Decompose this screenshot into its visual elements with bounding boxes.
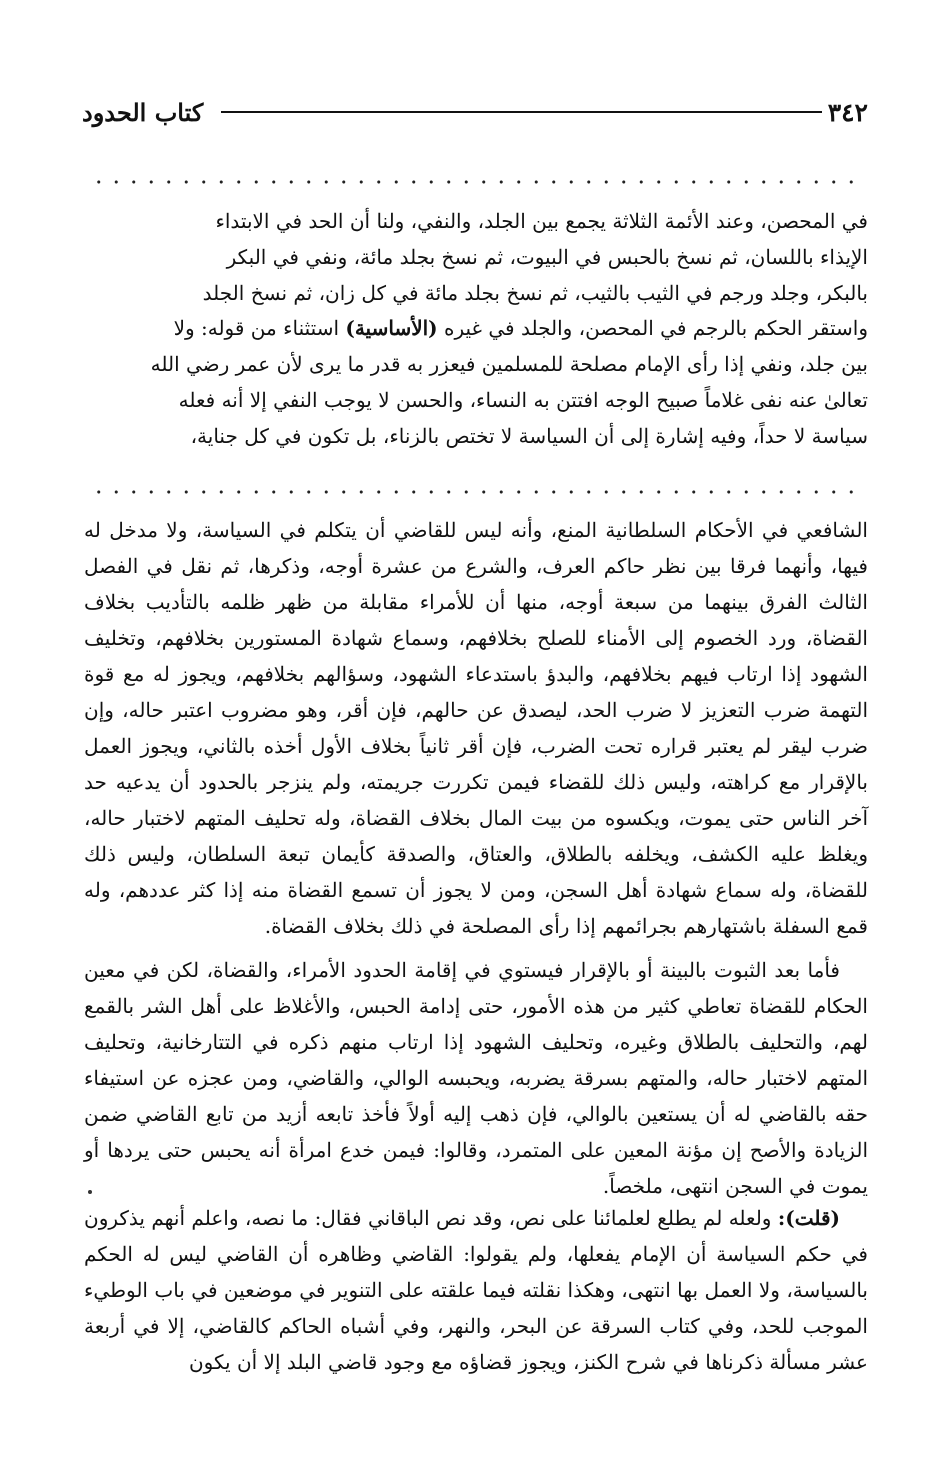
main-paragraph-3 <box>84 1200 868 1380</box>
qultu-marker: (قلت): <box>777 1206 840 1230</box>
footnote-line <box>84 311 868 347</box>
book-title: كتاب الحدود <box>82 97 204 127</box>
footnote-line: سياسة لا حداً، وفيه إشارة إلى أن السياسة لا تختص بالزناء، بل تكون في كل جناية، <box>190 423 868 448</box>
margin-dot <box>88 1190 92 1194</box>
footnote-line: تعالىٰ عنه نفى غلاماً صبيح الوجه افتتن به النساء، والحسن لا يوجب النفي إلا أنه فعله <box>178 387 868 412</box>
header-rule <box>221 111 821 113</box>
main-text-block <box>84 512 868 944</box>
main-text-block-3 <box>84 1200 868 1380</box>
footnote-line: بالبكر، وجلد ورجم في الثيب بالثيب، ثم نسخ بجلد مائة في كل زان، ثم نسخ الجلد <box>202 280 868 305</box>
main-paragraph-2: فأما بعد الثبوت بالبينة أو بالإقرار فيستوي في إقامة الحدود الأمراء، والقضاة، لكن في معين الحكام للقضاة تعاطي كثير من هذه الأمور، حتى إدامة الحبس، والأغلاظ على أهل الشر بالقمع لهم، والتحليف بالطلاق وغيره، وتحليف الشهود إذا ارتاب منهم ذكره في التتارخانية، وتحليف المتهم لاختبار حاله، والمتهم بسرقة يضربه، ويحبسه الوالي، والقاضي، ومن عجزه عن استيفاء حقه بالقاضي له أن يستعين بالوالي، فإن ذهب إليه أولاً فأخذ تابعه أزيد من تابع القاضي ضمن الزيادة والأصح إن مؤنة المعين على المتمرد، وقالوا: فيمن خدع امرأة أنه يحبس حتى يردها أو يموت في السجن انتهى، ملخصاً. <box>84 958 868 1198</box>
main-paragraph-1: الشافعي في الأحكام السلطانية المنع، وأنه ليس للقاضي أن يتكلم في السياسة، ولا مدخل له فيها، وأنهما فرقا بين نظر حاكم العرف، والشرع من عشرة أوجه، وذكرها، ثم نقل في الفصل الثالث الفرق بينهما من سبعة أوجه، منها أن للأمراء مقابلة من ظهر ظلمه بالتأديب بخلاف القضاة، ورد الخصوم إلى الأمناء للصلح بخلافهم، وسماع شهادة المستورين بخلافهم، وتخليف الشهود إذا ارتاب فيهم بخلافهم، والبدؤ باستدعاء الشهود، وسؤالهم بخلافهم، ويجوز له مع قوة التهمة ضرب التعزيز لا ضرب الحد، ليصدق عن حالهم، فإن أقر، وهو مضروب اعتبر حاله، وإن ضرب ليقر لم يعتبر قراره تحت الضرب، فإن أقر ثانياً بخلاف الأول أخذه بالثاني، ويجوز العمل بالإقرار مع كراهته، وليس ذلك للقضاء فيمن تكررت جريمته، ولم ينزجر بالحدود أن يدعيه حد آخر الناس حتى يموت، ويكسوه من بيت المال بخلاف القضاة، وله تحليف المتهم لاختبار حاله، ويغلظ عليه الكشف، ويخلفه بالطلاق، والعتاق، والصدقة كأيمان تبعة السلطان، وليس ذلك للقضاة، وله سماع شهادة أهل السجن، ومن لا يجوز أن تسمع القضاة منه إذا كثر عددهم، وله قمع السفلة باشتهارهم بجرائمهم إذا رأى المصلحة في ذلك بخلاف القضاة. <box>84 518 868 938</box>
footnote-text: واستقر الحكم بالرجم في المحصن، والجلد في غيره <box>437 316 868 341</box>
footnote-line: في المحصن، وعند الأئمة الثلاثة يجمع بين الجلد، والنفي، ولنا أن الحد في الابتداء <box>215 209 868 233</box>
main-paragraph-3-text: ولعله لم يطلع لعلمائنا على نص، وقد نص الباقاني فقال: ما نصه، واعلم أنهم يذكرون في حكم السياسة أن الإمام يفعلها، ولم يقولوا: القاضي وظاهره أن القاضي ليس له الحكم بالسياسة، ولا العمل بها انتهى، وهكذا نقلته فيما علقته على التنوير في موضعين في باب الوطيء الموجب للحد، وفي كتاب السرقة عن البحر، والنهر، وفي أشباه الحاكم كالقاضي، إلا في أربعة عشر مسألة ذكرناها في شرح الكنز، ويجوز قضاؤه مع وجود قاضي البلد إلا أن يكون <box>84 1206 868 1374</box>
main-text-block-2 <box>84 952 868 1204</box>
footnote-separator-top <box>90 178 860 186</box>
footnote-text: استثناء من قوله: ولا <box>173 316 346 341</box>
footnote-continuation <box>84 204 868 455</box>
footnote-line: الإيذاء باللسان، ثم نسخ بالحبس في البيوت، ثم نسخ بجلد مائة، ونفي في البكر <box>226 244 868 269</box>
footnote-line: بين جلد، ونفي إذا رأى الإمام مصلحة للمسلمين فيعزر به قدر ما يرى لأن عمر رضي الله <box>150 352 868 377</box>
source-reference: (الأساسية) <box>345 316 438 341</box>
running-header <box>82 92 868 132</box>
page-number: ٣٤٢ <box>827 97 868 127</box>
footnote-separator-bottom <box>90 488 860 496</box>
